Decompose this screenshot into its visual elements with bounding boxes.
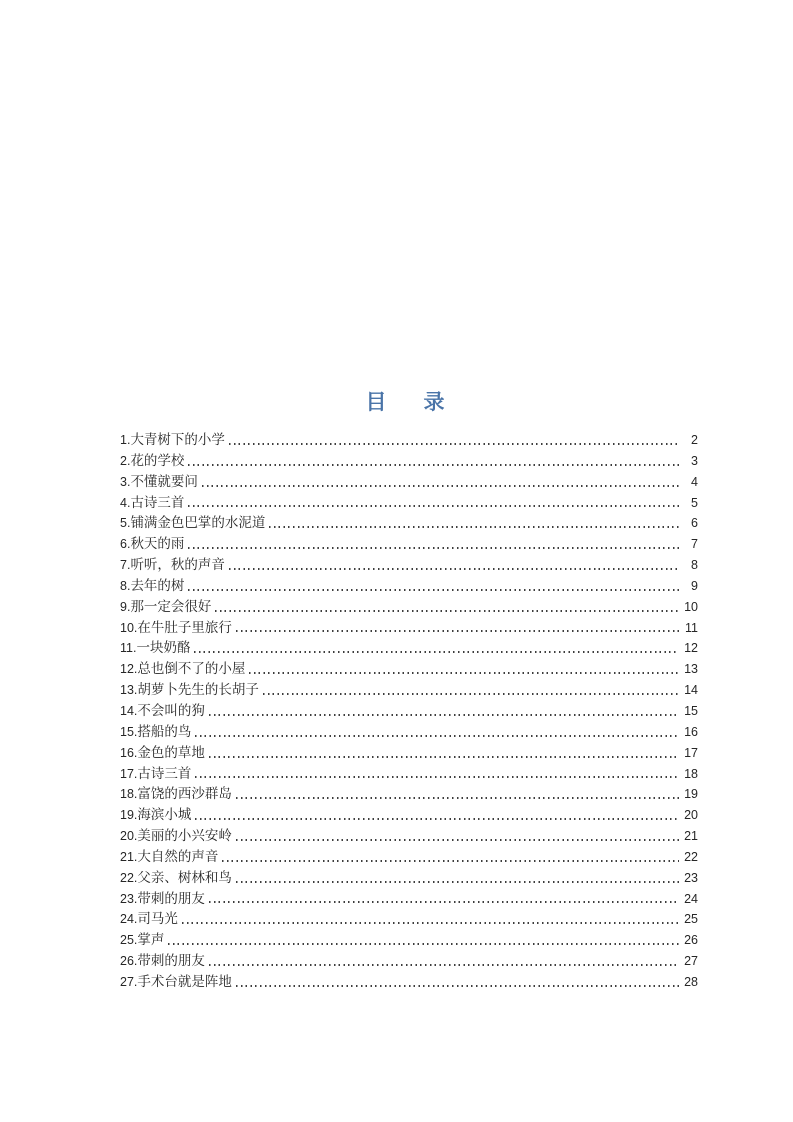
toc-entry-title: 司马光 <box>137 911 178 927</box>
toc-dot-leader <box>194 651 679 653</box>
toc-entry-title: 去年的树 <box>130 577 185 593</box>
toc-entry-number: 13. <box>120 683 138 698</box>
toc-entry[interactable] <box>120 493 698 514</box>
toc-entry[interactable] <box>120 555 698 576</box>
toc-entry-page: 5 <box>691 495 698 510</box>
toc-entry[interactable] <box>120 743 698 764</box>
toc-entry-number: 11. <box>120 641 137 656</box>
toc-entry[interactable] <box>120 576 698 597</box>
toc-entry[interactable] <box>120 451 698 472</box>
toc-entry-title: 总也倒不了的小屋 <box>137 661 246 677</box>
toc-dot-leader <box>236 839 679 841</box>
toc-entry-number: 10. <box>120 620 138 635</box>
toc-dot-leader <box>195 776 679 778</box>
toc-entry-title: 富饶的西沙群岛 <box>137 786 232 802</box>
toc-entry-page: 27 <box>684 954 698 969</box>
toc-entry[interactable] <box>120 764 698 785</box>
toc-entry-title: 大自然的声音 <box>137 848 219 864</box>
toc-entry[interactable] <box>120 909 698 930</box>
toc-entry-page: 25 <box>684 912 698 927</box>
toc-entry[interactable] <box>120 430 698 451</box>
toc-entry-number: 19. <box>120 808 138 823</box>
toc-entry[interactable] <box>120 680 698 701</box>
toc-entry-title: 一块奶酪 <box>136 640 191 656</box>
toc-entry-number: 12. <box>120 662 138 677</box>
toc-dot-leader <box>215 610 679 612</box>
toc-entry-title: 父亲、树林和鸟 <box>137 869 232 885</box>
toc-dot-leader <box>229 568 679 570</box>
toc-dot-leader <box>182 922 679 924</box>
toc-entry-number: 7. <box>120 558 131 573</box>
toc-entry-number: 1. <box>120 433 131 447</box>
toc-entry-title: 胡萝卜先生的长胡子 <box>137 682 259 698</box>
toc-entry-number: 17. <box>120 766 138 781</box>
toc-dot-leader <box>222 860 679 862</box>
toc-entry-page: 22 <box>684 849 698 864</box>
toc-entry-title: 手术台就是阵地 <box>137 973 232 989</box>
toc-dot-leader <box>236 630 679 632</box>
toc-entry-page: 20 <box>684 808 698 823</box>
toc-entry-page: 12 <box>684 641 698 656</box>
toc-entry-number: 9. <box>120 599 131 614</box>
toc-entry-title: 搭船的鸟 <box>137 723 192 739</box>
toc-entry-page: 3 <box>691 453 698 468</box>
toc-entry-number: 14. <box>120 703 138 718</box>
toc-entry-page: 23 <box>684 870 698 885</box>
toc-entry-page: 2 <box>691 433 698 447</box>
toc-dot-leader <box>188 547 679 549</box>
toc-dot-leader <box>236 797 679 799</box>
toc-entry[interactable] <box>120 868 698 889</box>
toc-entry-page: 14 <box>684 683 698 698</box>
toc-entry[interactable] <box>120 534 698 555</box>
toc-entry[interactable] <box>120 784 698 805</box>
toc-entry-page: 11 <box>685 620 698 635</box>
toc-list <box>120 430 698 993</box>
toc-dot-leader <box>168 943 679 945</box>
toc-entry-title: 古诗三首 <box>130 494 185 510</box>
toc-entry-number: 5. <box>120 516 131 531</box>
toc-entry[interactable] <box>120 972 698 993</box>
toc-dot-leader <box>188 505 679 507</box>
toc-dot-leader <box>229 443 679 445</box>
toc-entry[interactable] <box>120 597 698 618</box>
toc-entry[interactable] <box>120 659 698 680</box>
toc-entry-number: 18. <box>120 787 138 802</box>
toc-entry-page: 26 <box>684 933 698 948</box>
toc-entry-page: 10 <box>684 599 698 614</box>
toc-dot-leader <box>202 485 679 487</box>
toc-entry-number: 21. <box>120 849 138 864</box>
toc-dot-leader <box>209 756 679 758</box>
toc-entry-title: 不会叫的狗 <box>137 702 205 718</box>
toc-entry-page: 17 <box>684 745 698 760</box>
toc-entry[interactable] <box>120 805 698 826</box>
toc-entry-title: 花的学校 <box>130 452 185 468</box>
toc-entry[interactable] <box>120 951 698 972</box>
toc-entry-title: 秋天的雨 <box>130 536 185 552</box>
toc-entry-number: 8. <box>120 578 131 593</box>
toc-entry-title: 不懂就要问 <box>130 473 198 489</box>
toc-dot-leader <box>188 589 679 591</box>
toc-entry-number: 25. <box>120 933 138 948</box>
toc-dot-leader <box>195 735 679 737</box>
toc-entry-page: 24 <box>684 891 698 906</box>
toc-dot-leader <box>249 672 679 674</box>
toc-entry-number: 6. <box>120 537 131 552</box>
toc-entry-page: 13 <box>684 662 698 677</box>
toc-entry-number: 27. <box>120 974 138 989</box>
toc-entry-page: 28 <box>684 974 698 989</box>
toc-entry[interactable] <box>120 826 698 847</box>
toc-entry-number: 4. <box>120 495 131 510</box>
toc-title: 目 录 <box>365 390 453 414</box>
toc-entry-page: 7 <box>691 537 698 552</box>
toc-entry[interactable] <box>120 847 698 868</box>
toc-entry-title: 铺满金色巴掌的水泥道 <box>130 515 266 531</box>
toc-entry[interactable] <box>120 930 698 951</box>
toc-entry[interactable] <box>120 722 698 743</box>
toc-entry-number: 16. <box>120 745 138 760</box>
toc-entry-number: 3. <box>120 474 131 489</box>
toc-entry-title: 听听，秋的声音 <box>130 557 225 573</box>
toc-dot-leader <box>269 526 679 528</box>
toc-entry-title: 美丽的小兴安岭 <box>137 828 232 844</box>
toc-dot-leader <box>236 985 679 987</box>
toc-entry-page: 18 <box>684 766 698 781</box>
toc-entry[interactable] <box>120 701 698 722</box>
toc-entry-number: 26. <box>120 954 138 969</box>
toc-entry-number: 20. <box>120 829 138 844</box>
toc-entry[interactable] <box>120 472 698 493</box>
toc-entry-number: 24. <box>120 912 138 927</box>
toc-entry-title: 大青树下的小学 <box>130 432 225 447</box>
toc-entry-title: 在牛肚子里旅行 <box>137 619 232 635</box>
toc-section <box>120 388 698 993</box>
toc-entry-title: 掌声 <box>137 932 165 948</box>
toc-entry-page: 4 <box>691 474 698 489</box>
toc-entry-number: 23. <box>120 891 138 906</box>
toc-dot-leader <box>236 881 679 883</box>
toc-entry-title: 海滨小城 <box>137 807 192 823</box>
toc-entry[interactable] <box>120 513 698 534</box>
toc-entry-page: 19 <box>684 787 698 802</box>
toc-dot-leader <box>263 693 679 695</box>
toc-entry[interactable] <box>120 638 698 659</box>
toc-dot-leader <box>188 464 679 466</box>
toc-entry-title: 带刺的朋友 <box>137 890 205 906</box>
toc-entry-page: 9 <box>691 578 698 593</box>
toc-entry-title: 那一定会很好 <box>130 598 212 614</box>
toc-entry-title: 古诗三首 <box>137 765 192 781</box>
toc-entry-page: 8 <box>691 558 698 573</box>
toc-dot-leader <box>195 818 679 820</box>
toc-entry-page: 6 <box>691 516 698 531</box>
toc-entry-title: 带刺的朋友 <box>137 953 205 969</box>
toc-entry-number: 22. <box>120 870 138 885</box>
toc-dot-leader <box>209 714 679 716</box>
toc-entry-page: 21 <box>684 829 698 844</box>
toc-entry[interactable] <box>120 889 698 910</box>
toc-dot-leader <box>209 901 679 903</box>
toc-entry[interactable] <box>120 618 698 639</box>
toc-entry-number: 2. <box>120 453 131 468</box>
toc-entry-number: 15. <box>120 724 138 739</box>
toc-entry-page: 15 <box>684 703 698 718</box>
toc-entry-page: 16 <box>684 724 698 739</box>
toc-entry-title: 金色的草地 <box>137 744 205 760</box>
toc-dot-leader <box>209 964 679 966</box>
